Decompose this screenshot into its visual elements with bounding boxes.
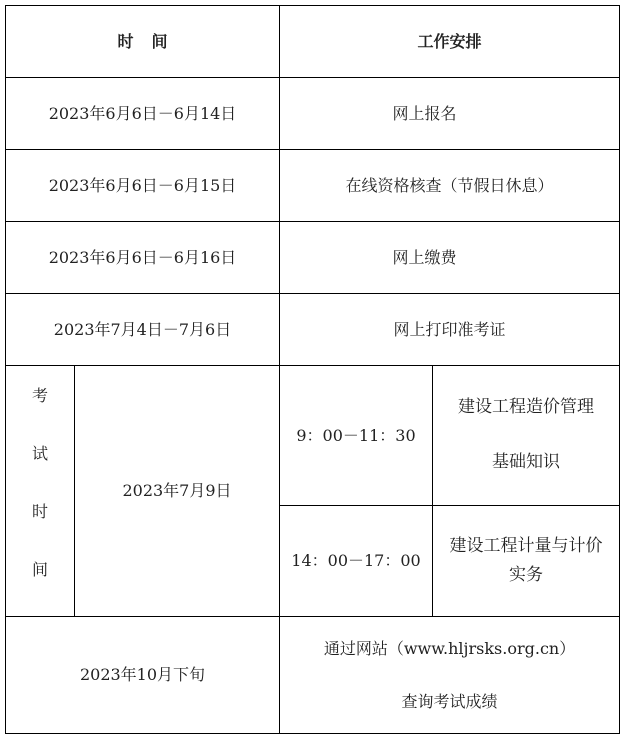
session-time-cell: [280, 505, 433, 616]
session-time: 9：00－11：30: [296, 425, 416, 445]
table-row: [6, 78, 620, 150]
header-time-cell: [6, 6, 280, 78]
exam-label-char: 时: [31, 502, 48, 521]
row-time: 2023年6月6日－6月15日: [48, 175, 237, 195]
exam-time-label: [6, 366, 74, 616]
result-line: 通过网站（www.hljrsks.org.cn）: [323, 638, 576, 658]
row-work-cell: [280, 294, 620, 366]
row-work: 网上报名: [392, 103, 457, 123]
header-work-cell: [280, 6, 620, 78]
row-work: 在线资格核查（节假日休息）: [345, 175, 554, 195]
exam-date: 2023年7月9日: [122, 481, 232, 501]
row-time-cell: [6, 222, 280, 294]
session-time-cell: [280, 366, 433, 506]
exam-label-char: 考: [31, 386, 48, 405]
session-subject: [433, 536, 619, 587]
row-work-cell: [280, 78, 620, 150]
schedule-table: [5, 5, 620, 734]
row-time: 2023年7月4日－7月6日: [53, 319, 232, 339]
subject-line: 实务: [509, 564, 544, 585]
table-row: [6, 294, 620, 366]
subject-line: 基础知识: [492, 452, 561, 473]
row-work-cell: [280, 150, 620, 222]
subject-line: 建设工程造价管理: [458, 397, 595, 418]
header-row: [6, 6, 620, 78]
result-line: 查询考试成绩: [401, 692, 498, 711]
table-row: [6, 222, 620, 294]
exam-row-morning: [6, 366, 620, 506]
result-time: 2023年10月下旬: [79, 665, 206, 685]
session-time: 14：00－17：00: [291, 551, 421, 571]
exam-label-char: 试: [31, 444, 48, 463]
header-work-label: 工作安排: [417, 31, 482, 51]
exam-date-cell: [75, 366, 280, 617]
header-time-label: 时间: [117, 31, 186, 51]
session-subject-cell: [433, 505, 620, 616]
exam-time-label-cell: [6, 366, 75, 617]
session-subject: [433, 397, 619, 474]
session-subject-cell: [433, 366, 620, 506]
row-work-cell: [280, 222, 620, 294]
row-time: 2023年6月6日－6月16日: [48, 247, 237, 267]
row-time: 2023年6月6日－6月14日: [48, 103, 237, 123]
exam-label-char: 间: [31, 560, 48, 579]
row-time-cell: [6, 150, 280, 222]
table-row: [6, 150, 620, 222]
subject-line: 建设工程计量与计价: [449, 535, 603, 556]
row-work: 网上打印准考证: [393, 319, 506, 339]
row-time-cell: [6, 294, 280, 366]
row-work: 网上缴费: [392, 247, 457, 267]
row-time-cell: [6, 78, 280, 150]
